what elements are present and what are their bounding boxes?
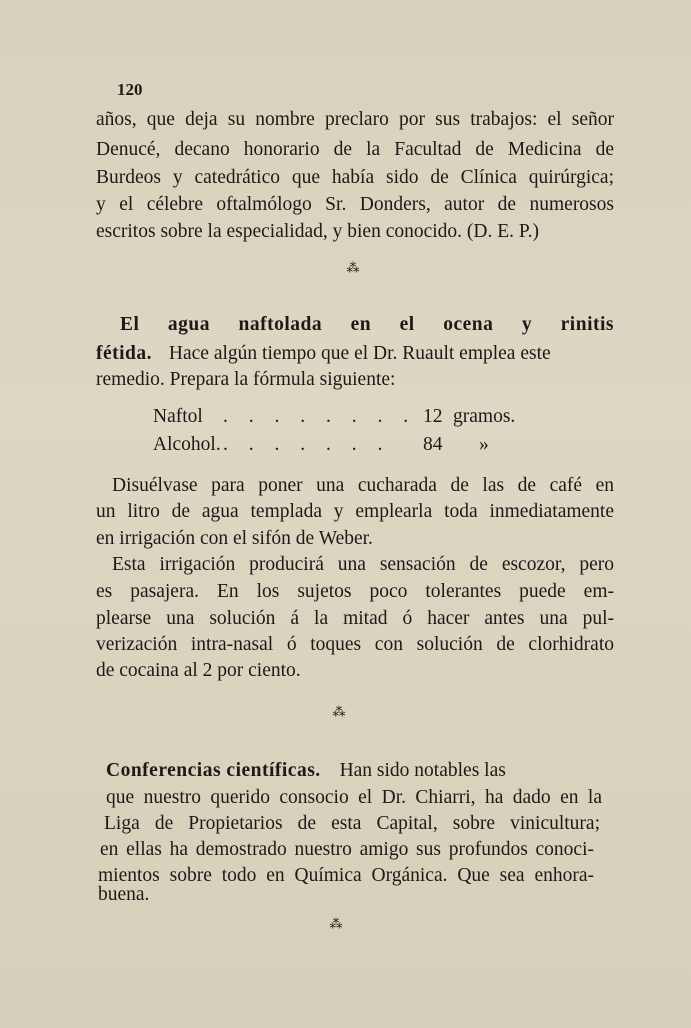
section5-line-2: que nuestro querido consocio el Dr. Chiarri, ha dado en la	[106, 787, 602, 808]
section-heading-agua-naftolada: El agua naftolada en el ocena y rinitis	[120, 314, 614, 335]
formula-ingredient: Naftol	[153, 406, 203, 427]
section5-line-3: Liga de Propietarios de esta Capital, sobre vinicultura;	[104, 813, 600, 834]
page-number: 120	[117, 80, 143, 99]
separator-glyph: ⁂	[329, 916, 343, 931]
section-separator-2	[319, 706, 359, 730]
section2-line-2-text: Hace algún tiempo que el Dr. Ruault emplea este	[168, 343, 551, 364]
section5-line-6: buena.	[98, 884, 150, 905]
para1-line-3: Burdeos y catedrático que había sido de Clínica quirúrgica;	[96, 167, 614, 188]
para1-line-2: Denucé, decano honorario de la Facultad de Medicina de	[96, 139, 614, 160]
formula-leader-dots: . . . . . . . .	[223, 406, 417, 427]
para1-line-1: años, que deja su nombre preclaro por sus trabajos: el señor	[96, 109, 614, 130]
section5-line-1	[106, 759, 614, 783]
para4-line-3: plearse una solución á la mitad ó hacer antes una pul-	[96, 608, 614, 629]
formula-unit: »	[479, 434, 489, 455]
section2-line-2	[96, 342, 614, 366]
formula-quantity: 12	[423, 406, 443, 427]
formula-ingredient: Alcohol.	[153, 434, 221, 455]
formula-row	[153, 405, 553, 429]
formula-unit: gramos.	[453, 406, 516, 427]
section-separator-1	[333, 262, 373, 286]
formula-row	[153, 433, 553, 457]
para1-line-4: y el célebre oftalmólogo Sr. Donders, autor de numerosos	[96, 194, 614, 215]
para1-line-5: escritos sobre la especialidad, y bien conocido. (D. E. P.)	[96, 221, 539, 242]
section2-line-3: remedio. Prepara la fórmula siguiente:	[96, 369, 396, 390]
section-heading-fetida: fétida.	[96, 343, 153, 364]
para3-line-2: un litro de agua templada y emplearla toda inmediatamente	[96, 501, 614, 522]
para4-line-5: de cocaina al 2 por ciento.	[96, 660, 301, 681]
para4-line-1: Esta irrigación producirá una sensación de escozor, pero	[112, 554, 614, 575]
para4-line-4: verización intra-nasal ó toques con solución de clorhidrato	[96, 634, 614, 655]
section-separator-3	[316, 918, 356, 942]
formula-quantity: 84	[423, 434, 443, 455]
para4-line-2: es pasajera. En los sujetos poco tolerantes puede em-	[96, 581, 614, 602]
section5-line-5: mientos sobre todo en Química Orgánica. Que sea enhora-	[98, 865, 594, 886]
para3-line-3: en irrigación con el sifón de Weber.	[96, 528, 373, 549]
separator-glyph: ⁂	[346, 260, 360, 275]
formula-leader-dots: . . . . . . .	[223, 434, 391, 455]
para3-line-1: Disuélvase para poner una cucharada de las de café en	[112, 475, 614, 496]
section-heading-conferencias: Conferencias científicas.	[106, 760, 321, 781]
separator-glyph: ⁂	[332, 704, 346, 719]
section5-line-1-text: Han sido notables las	[339, 760, 506, 781]
section5-line-4: en ellas ha demostrado nuestro amigo sus profundos conoci-	[100, 839, 594, 860]
